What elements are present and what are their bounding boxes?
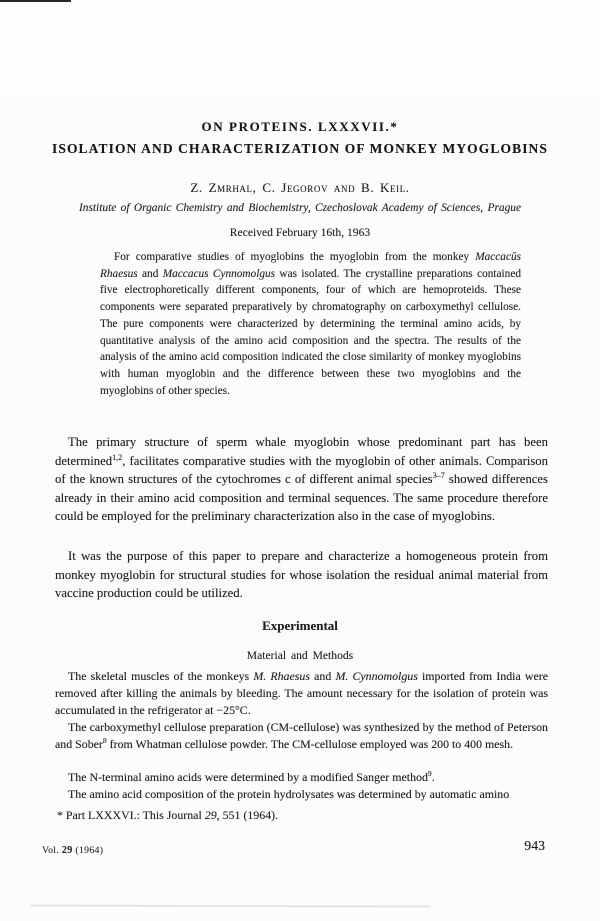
species-name-italic: Maccacŭs Rhaesus bbox=[100, 251, 521, 280]
journal-volume-italic: 29 bbox=[204, 808, 217, 822]
subsection-heading-material-methods: Material and Methods bbox=[246, 649, 354, 662]
article-title: ISOLATION AND CHARACTERIZATION OF MONKEY MYOGLOBINS bbox=[51, 141, 549, 156]
section-heading-experimental: Experimental bbox=[262, 618, 338, 633]
scan-edge-artifact bbox=[30, 904, 430, 907]
volume-number: 29 bbox=[61, 845, 73, 856]
article-series-title: ON PROTEINS. LXXXVII.* bbox=[201, 119, 399, 134]
reference-superscript: 1,2 bbox=[112, 452, 123, 462]
methods-paragraph-3: The N-terminal amino acids were determined by a modified Sanger method$^9$. bbox=[68, 769, 435, 784]
species-name-italic: M. Cynnomolgus bbox=[335, 669, 418, 683]
reference-superscript: 3–7 bbox=[432, 470, 445, 480]
methods-paragraph-2: The carboxymethyl cellulose preparation (CM-cellulose) was synthesized by the method of Peterson and Sober$^8$ from Whatman cellulose powder. The CM-cellulose employed was 200 to 400 mesh. bbox=[55, 720, 548, 752]
footnote-divider-rule bbox=[0, 0, 71, 2]
received-date-line: Received February 16th, 1963 bbox=[229, 226, 371, 239]
species-name-italic: M. Rhaesus bbox=[253, 669, 310, 683]
intro-paragraph-1: The primary structure of sperm whale myoglobin whose predominant part has been determined$^{1,2}$, facilitates comparative studies with the myoglobin of other animals. Comparison of the known structures of the cytochromes c of different animal species$^{3-7}$ showed differences already in their amino acid composition and terminal sequences. The same procedure therefore could be employed for the preliminary characterization also in the case of myoglobins. bbox=[55, 435, 548, 524]
affiliation-line: Institute of Organic Chemistry and Biochemistry, Czechoslovak Academy of Sciences, Prague bbox=[78, 202, 522, 214]
methods-paragraph-1: The skeletal muscles of the monkeys M. Rhaesus and M. Cynnomolgus imported from India were removed after killing the animals by bleeding. The amount necessary for the isolation of protein was accumulated in the refrigerator at −25°C. bbox=[55, 669, 548, 718]
methods-paragraph-4: The amino acid composition of the protein hydrolysates was determined by automatic amino bbox=[68, 787, 510, 801]
abstract: For comparative studies of myoglobins the myoglobin from the monkey Maccacŭs Rhaesus and Maccacus Cynnomolgus was isolated. The crystalline preparations contained five electrophoretically different components, four of which are hemoproteids. These components were separated preparatively by chromatography on carboxymethyl cellulose. The pure components were characterized by determining the terminal amino acids, by quantitative analysis of the amino acid composition and the spectra. The results of the analysis of the amino acid composition indicated the close similarity of monkey myoglobins with human myoglobin and the difference between these two myoglobins and the myoglobins of other species. bbox=[100, 251, 521, 397]
footer-volume-line: Vol. 29 (1964) bbox=[42, 845, 104, 856]
reference-superscript: 9 bbox=[427, 769, 432, 779]
footnote: * Part LXXXVI.: This Journal 29, 551 (1964). bbox=[57, 808, 279, 822]
page-number: 943 bbox=[524, 838, 545, 853]
species-name-italic: Maccacus Cynnomolgus bbox=[162, 267, 276, 280]
authors-line: Z. Zmrhal, C. Jegorov and B. Keil. bbox=[190, 180, 410, 195]
intro-paragraph-2: It was the purpose of this paper to prepare and characterize a homogeneous protein from monkey myoglobin for structural studies for whose isolation the residual animal material from vaccine production could be utilized. bbox=[55, 549, 548, 601]
reference-superscript: 8 bbox=[102, 736, 107, 746]
abstract-text: For comparative studies of myoglobins the myoglobin from the monkey bbox=[114, 251, 476, 263]
